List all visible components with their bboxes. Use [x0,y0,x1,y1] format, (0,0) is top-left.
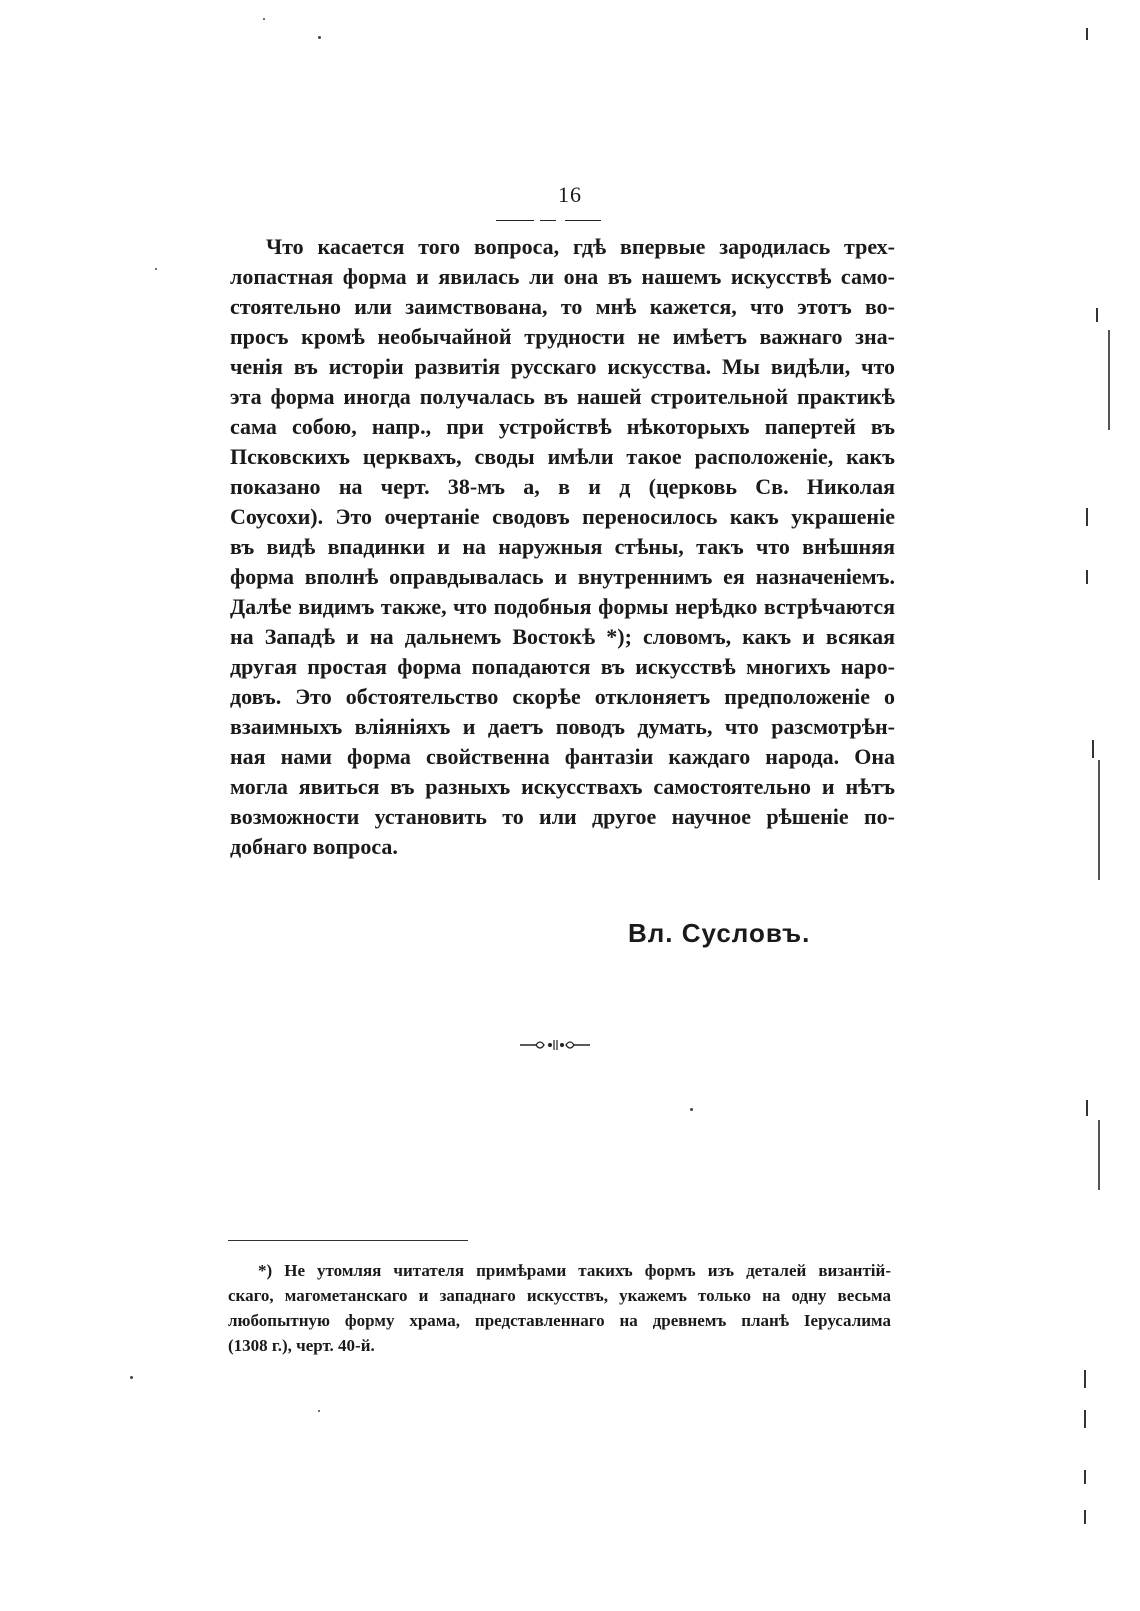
header-rule [496,220,534,221]
footnote-rule [228,1240,468,1241]
body-text [230,232,895,862]
scan-edge-mark [1098,1120,1100,1190]
scan-edge-mark [1092,740,1094,758]
scan-edge-mark [1086,508,1088,526]
header-rule [565,220,601,221]
scan-edge-mark [1096,308,1098,322]
scan-edge-mark [1086,570,1088,584]
scan-edge-mark [1098,760,1100,880]
scan-speck [130,1376,133,1379]
scan-speck [690,1108,693,1111]
scan-speck [318,36,321,39]
footnote-line: *) Не утомляя читателя примѣрами такихъ формъ изъ деталей византій- [258,1261,891,1280]
text-line: могла явиться въ разныхъ искусствахъ самостоятельно и нѣтъ [230,774,895,799]
footnote-line: скаго, магометанскаго и западнаго искусствъ, укажемъ только на одну весьма [228,1286,891,1305]
text-line: Далѣе видимъ также, что подобныя формы нерѣдко встрѣчаются [230,594,895,619]
text-line: на Западѣ и на дальнемъ Востокѣ *); словомъ, какъ и всякая [230,624,895,649]
text-line: Что касается того вопроса, гдѣ впервые зародилась трех- [266,234,895,259]
text-line: просъ кромѣ необычайной трудности не имѣетъ важнаго зна- [230,324,895,349]
scan-speck [155,268,157,270]
scan-edge-mark [1108,330,1110,430]
text-line: возможности установить то или другое научное рѣшеніе по- [230,804,895,829]
scan-edge-mark [1084,1370,1086,1388]
text-line: въ видѣ впадинки и на наружныя стѣны, такъ что внѣшняя [230,534,895,559]
text-line: довъ. Это обстоятельство скорѣе отклоняетъ предположеніе о [230,684,895,709]
text-line: стоятельно или заимствована, то мнѣ кажется, что этотъ во- [230,294,895,319]
scan-edge-mark [1084,1410,1086,1428]
header-rule [540,220,556,221]
text-line: Соусохи). Это очертаніе сводовъ переносилось какъ украшеніе [230,504,895,529]
scan-edge-mark [1086,28,1088,40]
ornament-divider-icon [520,1037,590,1053]
text-line: форма вполнѣ оправдывалась и внутреннимъ ея назначеніемъ. [230,564,895,589]
text-line: ная нами форма свойственна фантазіи каждаго народа. Она [230,744,895,769]
scan-speck [263,18,265,20]
footnote [228,1258,891,1358]
text-line: эта форма иногда получалась въ нашей строительной практикѣ [230,384,895,409]
text-line: показано на черт. 38-мъ а, в и д (церковь Св. Николая [230,474,895,499]
scan-edge-mark [1084,1510,1086,1524]
author-signature: Вл. Сусловъ. [628,918,811,948]
scan-edge-mark [1086,1100,1088,1116]
footnote-line: любопытную форму храма, представленнаго на древнемъ планѣ Іерусалима [228,1311,891,1330]
scan-speck [318,1410,320,1412]
text-line: Псковскихъ церквахъ, своды имѣли такое расположеніе, какъ [230,444,895,469]
text-line: сама собою, напр., при устройствѣ нѣкоторыхъ папертей въ [230,414,895,439]
text-line: взаимныхъ вліяніяхъ и даетъ поводъ думать, что разсмотрѣн- [230,714,895,739]
scan-edge-mark [1084,1470,1086,1484]
footnote-line: (1308 г.), черт. 40-й. [228,1336,375,1355]
text-line: ченія въ исторіи развитія русскаго искусства. Мы видѣли, что [230,354,895,379]
text-line: добнаго вопроса. [230,834,398,859]
text-line: другая простая форма попадаются въ искусствѣ многихъ наро- [230,654,895,679]
text-line: лопастная форма и явилась ли она въ нашемъ искусствѣ само- [230,264,895,289]
page-number: 16 [558,182,582,207]
